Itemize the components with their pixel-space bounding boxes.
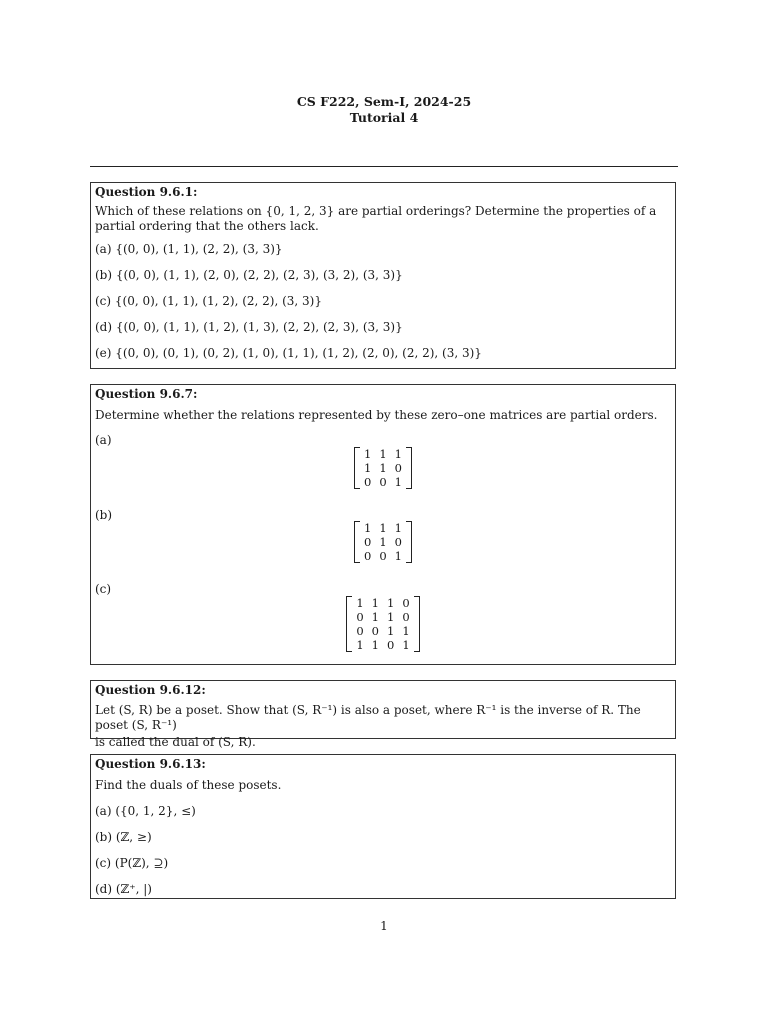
- course-title: CS F222, Sem-I, 2024-25: [296, 94, 472, 109]
- matrix-cell: 1: [394, 549, 402, 563]
- matrix-table: [352, 596, 413, 652]
- bracket-right: [406, 521, 412, 563]
- question-text: Which of these relations on {0, 1, 2, 3} are partial orderings? Determine the properties of a partial ordering that the others lack.: [95, 204, 657, 233]
- bracket-right: [414, 596, 420, 652]
- matrix-cell: 1: [394, 521, 402, 535]
- matrix-cell: 1: [356, 638, 364, 652]
- matrix-label-c: (c): [95, 582, 112, 596]
- tutorial-title: Tutorial 4: [349, 110, 419, 125]
- matrix-cell: 1: [371, 596, 379, 610]
- matrix-cell: 1: [394, 447, 402, 461]
- question-box-9-6-7: [90, 384, 676, 665]
- matrix-a-wrap: [91, 447, 675, 489]
- document-header: [0, 94, 768, 126]
- matrix-cell: 1: [364, 461, 372, 475]
- matrix-b-wrap: [91, 521, 675, 563]
- matrix-cell: 0: [356, 624, 364, 638]
- matrix-cell: 0: [364, 549, 372, 563]
- question-box-9-6-13: [90, 754, 676, 899]
- matrix-cell: 0: [394, 535, 402, 549]
- matrix-cell: 1: [402, 624, 410, 638]
- question-title: Question 9.6.12:: [95, 683, 206, 697]
- matrix-cell: 0: [387, 638, 395, 652]
- option-b: (b) {(0, 0), (1, 1), (2, 0), (2, 2), (2, 3), (3, 2), (3, 3)}: [95, 268, 403, 282]
- matrix-cell: 0: [364, 475, 372, 489]
- bracket-right: [406, 447, 412, 489]
- header-rule: [90, 166, 678, 167]
- matrix-cell: 1: [402, 638, 410, 652]
- option-d: (d) {(0, 0), (1, 1), (1, 2), (1, 3), (2, 2), (2, 3), (3, 3)}: [95, 320, 403, 334]
- question-title: Question 9.6.1:: [95, 185, 198, 199]
- question-title: Question 9.6.13:: [95, 757, 206, 771]
- page-number: 1: [380, 919, 388, 933]
- matrix-cell: 1: [379, 447, 387, 461]
- matrix-label-a: (a): [95, 433, 112, 447]
- matrix-label-b: (b): [95, 508, 113, 522]
- matrix-cell: 0: [364, 535, 372, 549]
- matrix-cell: 0: [402, 596, 410, 610]
- option-c: (c) {(0, 0), (1, 1), (1, 2), (2, 2), (3, 3)}: [95, 294, 322, 308]
- question-text-line-2: is called the dual of (S, R).: [95, 735, 256, 749]
- matrix-table: [360, 521, 406, 563]
- matrix-cell: 0: [379, 549, 387, 563]
- matrix-c: [346, 596, 419, 652]
- matrix-cell: 1: [379, 521, 387, 535]
- matrix-cell: 0: [379, 475, 387, 489]
- matrix-cell: 1: [387, 596, 395, 610]
- option-d: (d) (ℤ⁺, |): [95, 882, 152, 896]
- matrix-cell: 1: [364, 447, 372, 461]
- question-text-line-1: Let (S, R) be a poset. Show that (S, R⁻¹) is also a poset, where R⁻¹ is the inverse of R. The poset (S, R⁻¹): [95, 703, 641, 732]
- option-c: (c) (P(ℤ), ⊇): [95, 856, 169, 870]
- option-a: (a) {(0, 0), (1, 1), (2, 2), (3, 3)}: [95, 242, 283, 256]
- matrix-cell: 1: [356, 596, 364, 610]
- matrix-cell: 0: [402, 610, 410, 624]
- matrix-cell: 1: [387, 610, 395, 624]
- matrix-cell: 1: [387, 624, 395, 638]
- matrix-cell: 0: [394, 461, 402, 475]
- matrix-cell: 1: [379, 461, 387, 475]
- question-title: Question 9.6.7:: [95, 387, 198, 401]
- matrix-c-wrap: [91, 596, 675, 652]
- question-text: Determine whether the relations represented by these zero–one matrices are partial orders.: [95, 408, 658, 422]
- question-box-9-6-1: [90, 182, 676, 369]
- matrix-b: [354, 521, 412, 563]
- matrix-cell: 0: [356, 610, 364, 624]
- matrix-cell: 1: [379, 535, 387, 549]
- matrix-cell: 1: [394, 475, 402, 489]
- matrix-cell: 1: [364, 521, 372, 535]
- matrix-a: [354, 447, 412, 489]
- question-box-9-6-12: [90, 680, 676, 749]
- matrix-cell: 1: [371, 638, 379, 652]
- option-a: (a) ({0, 1, 2}, ≤): [95, 804, 196, 818]
- question-text: Find the duals of these posets.: [95, 778, 282, 792]
- matrix-cell: 0: [371, 624, 379, 638]
- option-e: (e) {(0, 0), (0, 1), (0, 2), (1, 0), (1, 1), (1, 2), (2, 0), (2, 2), (3, 3)}: [95, 346, 482, 360]
- matrix-table: [360, 447, 406, 489]
- option-b: (b) (ℤ, ≥): [95, 830, 152, 844]
- matrix-cell: 1: [371, 610, 379, 624]
